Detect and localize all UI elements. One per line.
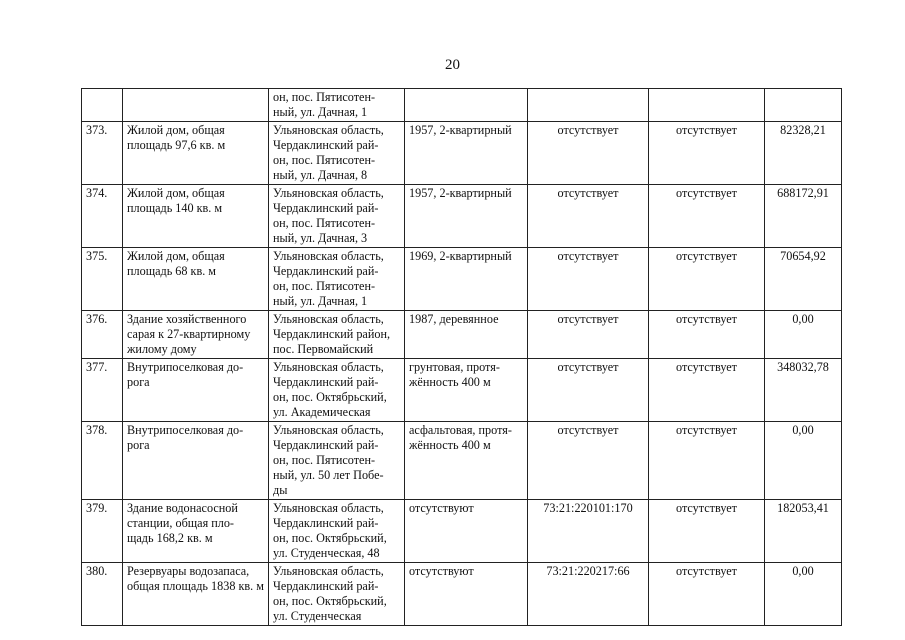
cell-encumbrance bbox=[649, 185, 765, 248]
cell-cadastral-number-text: отсутствует bbox=[557, 423, 619, 437]
cell-object-name-text: Здание водонасосной станции, общая пло- щадь 168,2 кв. м bbox=[127, 501, 238, 545]
cell-value-text: 70654,92 bbox=[780, 249, 826, 263]
cell-object-name bbox=[123, 563, 269, 626]
cell-object-name-text: Внутрипоселковая до- рога bbox=[127, 360, 244, 389]
cell-cadastral-number-text: 73:21:220101:170 bbox=[543, 501, 633, 515]
cell-cadastral-number-text: отсутствует bbox=[557, 249, 619, 263]
cell-cadastral-number-text: отсутствует bbox=[557, 186, 619, 200]
table-row bbox=[82, 89, 842, 122]
cell-characteristics bbox=[405, 500, 528, 563]
cell-encumbrance-text: отсутствует bbox=[676, 186, 737, 200]
cell-characteristics bbox=[405, 89, 528, 122]
cell-number bbox=[82, 311, 123, 359]
cell-number bbox=[82, 185, 123, 248]
table-row bbox=[82, 185, 842, 248]
cell-value bbox=[765, 359, 842, 422]
cell-object-name-text: Внутрипоселковая до- рога bbox=[127, 423, 244, 452]
table-row bbox=[82, 422, 842, 500]
cell-object-name-text: Здание хозяйственного сарая к 27-квартирному жилому дому bbox=[127, 312, 251, 356]
cell-characteristics-text: 1957, 2-квартирный bbox=[409, 186, 512, 200]
cell-value-text: 82328,21 bbox=[780, 123, 826, 137]
cell-characteristics bbox=[405, 185, 528, 248]
cell-address bbox=[269, 359, 405, 422]
cell-characteristics-text: 1987, деревянное bbox=[409, 312, 499, 326]
cell-address bbox=[269, 248, 405, 311]
cell-address-text: Ульяновская область, Чердаклинский рай- он, пос. Пятисотен- ный, ул. Дачная, 1 bbox=[273, 249, 384, 308]
cell-address-text: Ульяновская область, Чердаклинский район, пос. Первомайский bbox=[273, 312, 391, 356]
table-row bbox=[82, 359, 842, 422]
cell-number-text: 379. bbox=[86, 501, 108, 515]
cell-encumbrance bbox=[649, 122, 765, 185]
cell-address bbox=[269, 422, 405, 500]
cell-characteristics bbox=[405, 122, 528, 185]
cell-characteristics-text: грунтовая, протя- жённость 400 м bbox=[409, 360, 500, 389]
cell-characteristics bbox=[405, 311, 528, 359]
cell-cadastral-number bbox=[528, 248, 649, 311]
cell-object-name-text: Жилой дом, общая площадь 68 кв. м bbox=[127, 249, 225, 278]
cell-encumbrance-text: отсутствует bbox=[676, 360, 737, 374]
cell-address-text: Ульяновская область, Чердаклинский рай- он, пос. Пятисотен- ный, ул. Дачная, 3 bbox=[273, 186, 384, 245]
cell-address bbox=[269, 89, 405, 122]
cell-object-name bbox=[123, 248, 269, 311]
cell-characteristics-text: отсутствуют bbox=[409, 564, 474, 578]
cell-characteristics bbox=[405, 248, 528, 311]
cell-characteristics bbox=[405, 563, 528, 626]
cell-value bbox=[765, 122, 842, 185]
cell-value bbox=[765, 422, 842, 500]
cell-characteristics bbox=[405, 359, 528, 422]
cell-object-name bbox=[123, 422, 269, 500]
cell-address-text: он, пос. Пятисотен- ный, ул. Дачная, 1 bbox=[273, 90, 376, 119]
cell-address bbox=[269, 500, 405, 563]
table-row bbox=[82, 248, 842, 311]
cell-encumbrance-text: отсутствует bbox=[676, 564, 737, 578]
cell-encumbrance-text: отсутствует bbox=[676, 249, 737, 263]
cell-object-name bbox=[123, 359, 269, 422]
cell-cadastral-number bbox=[528, 359, 649, 422]
cell-cadastral-number bbox=[528, 89, 649, 122]
cell-cadastral-number bbox=[528, 122, 649, 185]
cell-value bbox=[765, 248, 842, 311]
cell-cadastral-number bbox=[528, 500, 649, 563]
cell-object-name bbox=[123, 185, 269, 248]
cell-number-text: 377. bbox=[86, 360, 108, 374]
cell-encumbrance bbox=[649, 89, 765, 122]
cell-address bbox=[269, 185, 405, 248]
cell-object-name bbox=[123, 311, 269, 359]
cell-object-name-text: Жилой дом, общая площадь 140 кв. м bbox=[127, 186, 225, 215]
cell-number-text: 380. bbox=[86, 564, 108, 578]
cell-address-text: Ульяновская область, Чердаклинский рай- он, пос. Октябрьский, ул. Академическая bbox=[273, 360, 387, 419]
cell-address-text: Ульяновская область, Чердаклинский рай- он, пос. Пятисотен- ный, ул. Дачная, 8 bbox=[273, 123, 384, 182]
cell-value bbox=[765, 185, 842, 248]
cell-cadastral-number-text: отсутствует bbox=[557, 360, 619, 374]
cell-number bbox=[82, 248, 123, 311]
cell-value bbox=[765, 311, 842, 359]
cell-value bbox=[765, 563, 842, 626]
cell-number-text: 378. bbox=[86, 423, 108, 437]
cell-number-text: 373. bbox=[86, 123, 108, 137]
cell-cadastral-number bbox=[528, 422, 649, 500]
cell-characteristics-text: отсутствуют bbox=[409, 501, 474, 515]
table-row bbox=[82, 122, 842, 185]
table-row bbox=[82, 500, 842, 563]
cell-number bbox=[82, 89, 123, 122]
cell-address bbox=[269, 311, 405, 359]
cell-number-text: 376. bbox=[86, 312, 108, 326]
cell-encumbrance bbox=[649, 311, 765, 359]
cell-number bbox=[82, 563, 123, 626]
cell-object-name-text: Резервуары водозапаса, общая площадь 1838 кв. м bbox=[127, 564, 264, 593]
cell-address-text: Ульяновская область, Чердаклинский рай- он, пос. Октябрьский, ул. Студенческая bbox=[273, 564, 387, 623]
cell-encumbrance-text: отсутствует bbox=[676, 123, 737, 137]
cell-object-name bbox=[123, 122, 269, 185]
cell-encumbrance bbox=[649, 500, 765, 563]
cell-value-text: 688172,91 bbox=[777, 186, 829, 200]
cell-number bbox=[82, 422, 123, 500]
cell-characteristics-text: 1969, 2-квартирный bbox=[409, 249, 512, 263]
cell-address bbox=[269, 563, 405, 626]
cell-value-text: 348032,78 bbox=[777, 360, 829, 374]
cell-cadastral-number bbox=[528, 185, 649, 248]
cell-object-name bbox=[123, 89, 269, 122]
cell-characteristics-text: 1957, 2-квартирный bbox=[409, 123, 512, 137]
table-row bbox=[82, 311, 842, 359]
cell-encumbrance-text: отсутствует bbox=[676, 312, 737, 326]
cell-value bbox=[765, 500, 842, 563]
cell-cadastral-number-text: 73:21:220217:66 bbox=[546, 564, 630, 578]
cell-value-text: 182053,41 bbox=[777, 501, 829, 515]
cell-cadastral-number-text: отсутствует bbox=[557, 312, 619, 326]
cell-address bbox=[269, 122, 405, 185]
cell-encumbrance bbox=[649, 359, 765, 422]
cell-number bbox=[82, 500, 123, 563]
cell-address-text: Ульяновская область, Чердаклинский рай- он, пос. Пятисотен- ный, ул. 50 лет Побе- ды bbox=[273, 423, 384, 497]
cell-encumbrance bbox=[649, 422, 765, 500]
cell-value-text: 0,00 bbox=[792, 312, 814, 326]
cell-value-text: 0,00 bbox=[792, 423, 814, 437]
cell-number bbox=[82, 359, 123, 422]
cell-encumbrance bbox=[649, 563, 765, 626]
cell-encumbrance-text: отсутствует bbox=[676, 423, 737, 437]
cell-number bbox=[82, 122, 123, 185]
cell-value bbox=[765, 89, 842, 122]
cell-number-text: 375. bbox=[86, 249, 108, 263]
cell-cadastral-number bbox=[528, 563, 649, 626]
cell-number-text: 374. bbox=[86, 186, 108, 200]
cell-characteristics-text: асфальтовая, протя- жённость 400 м bbox=[409, 423, 512, 452]
cell-object-name-text: Жилой дом, общая площадь 97,6 кв. м bbox=[127, 123, 226, 152]
cell-object-name bbox=[123, 500, 269, 563]
cell-address-text: Ульяновская область, Чердаклинский рай- он, пос. Октябрьский, ул. Студенческая, 48 bbox=[273, 501, 387, 560]
property-registry-table bbox=[81, 88, 842, 626]
cell-encumbrance bbox=[649, 248, 765, 311]
cell-encumbrance-text: отсутствует bbox=[676, 501, 737, 515]
cell-cadastral-number bbox=[528, 311, 649, 359]
table-row bbox=[82, 563, 842, 626]
cell-cadastral-number-text: отсутствует bbox=[557, 123, 619, 137]
cell-characteristics bbox=[405, 422, 528, 500]
page-number: 20 bbox=[445, 57, 460, 73]
cell-value-text: 0,00 bbox=[792, 564, 814, 578]
